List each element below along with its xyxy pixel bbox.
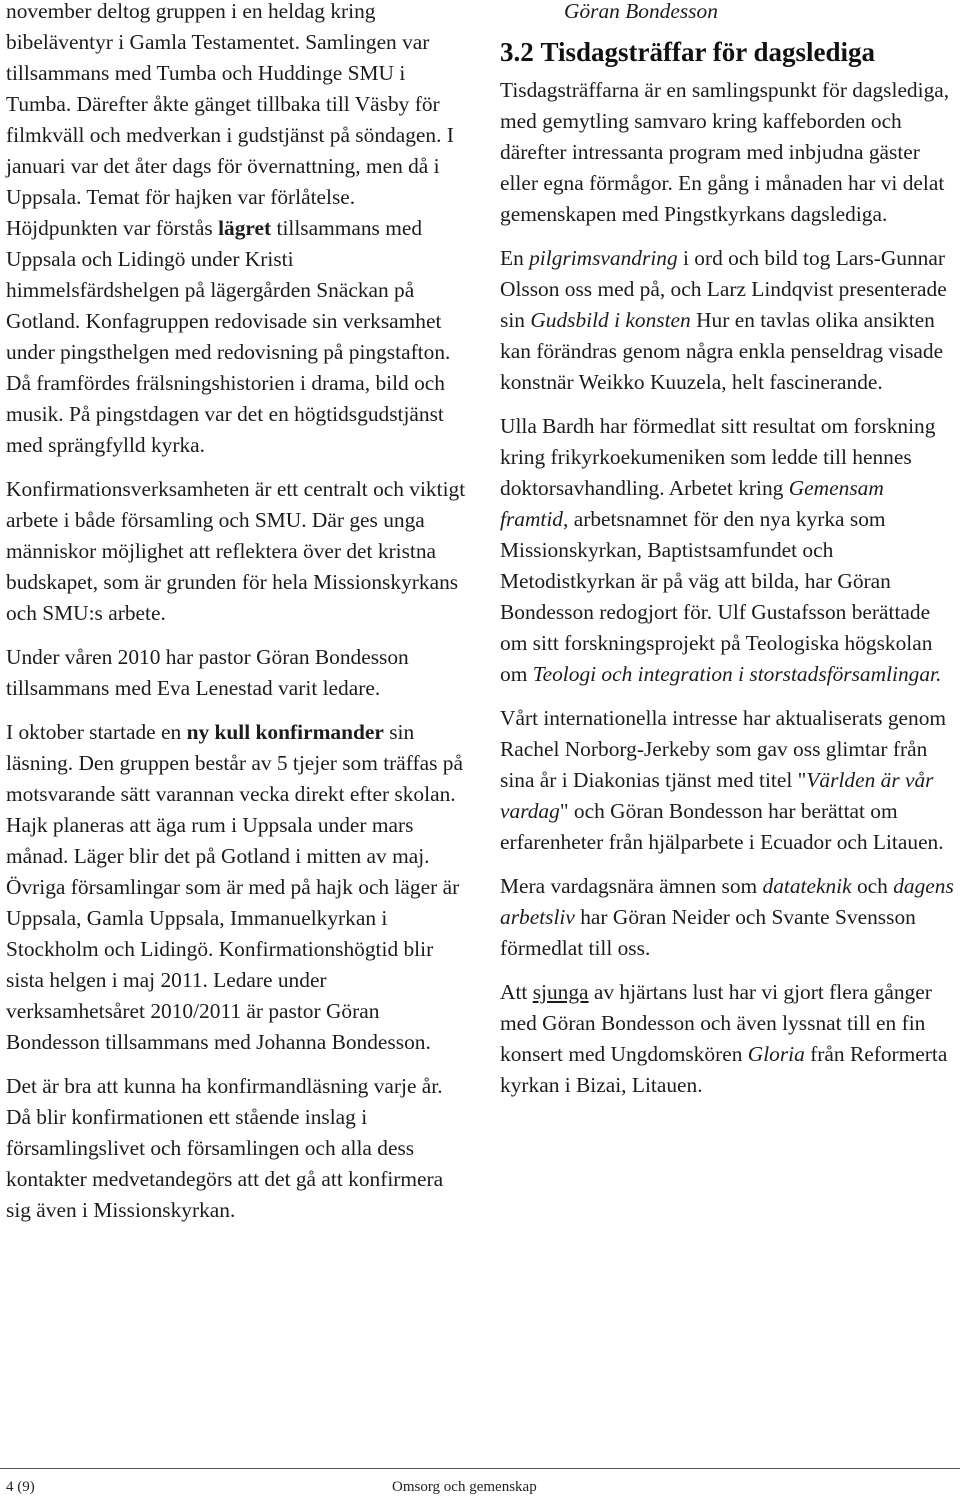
text: Mera vardagsnära ämnen som <box>500 874 763 898</box>
paragraph-ny-kull <box>6 717 466 1058</box>
italic-text: datateknik <box>762 874 852 898</box>
footer-section-name: Omsorg och gemenskap <box>392 1479 537 1495</box>
text: En <box>500 246 530 270</box>
section-heading <box>500 35 956 69</box>
italic-text: Teologi och integration i storstadsförsamlingar. <box>532 662 942 686</box>
paragraph-forskning <box>500 411 956 690</box>
paragraph-tisdagstraffar: Tisdagsträffarna är en samlingspunkt för dagslediga, med gemytling samvaro kring kaffeborden och därefter intressanta program med inbjudna gäster eller egna förmågor. En gång i månaden har vi delat gemenskapen med Pingstkyrkans dagslediga. <box>500 78 950 226</box>
text: har Göran Neider och Svante Svensson förmedlat till oss. <box>500 905 916 960</box>
signature: Göran Bondesson <box>564 0 718 23</box>
text: i ord och bild tog Lars-Gunnar Olsson oss med på, och Larz Lindqvist presenterade sin <box>500 246 947 332</box>
paragraph-pilgrimsvandring <box>500 243 956 398</box>
section-number: 3.2 <box>500 37 534 67</box>
text: sin läsning. Den gruppen består av 5 tjejer som träffas på motsvarande sätt varannan vecka direkt efter skolan. Hajk planeras att äga rum i Uppsala under mars månad. Läger blir det på Gotland i mitten av maj. Övriga församlingar som är med på hajk och läger är Uppsala, Gamla Uppsala, Immanuelkyrkan i Stockholm och Lidingö. Konfirmationshögtid blir sista helgen i maj 2011. Ledare under verksamhetsåret 2010/2011 är pastor Göran Bondesson tillsammans med Johanna Bondesson. <box>6 720 463 1054</box>
text: Vårt internationella intresse har aktualiserats genom Rachel Norborg-Jerkeby som gav oss glimtar från sina år i Diakonias tjänst med titel " <box>500 706 947 792</box>
right-column <box>500 0 956 1114</box>
bold-text: lägret <box>218 216 272 240</box>
paragraph-sjunga <box>500 977 956 1101</box>
paragraph-hajk-lager <box>6 0 466 461</box>
text: , arbetsnamnet för den nya kyrka som Missionskyrkan, Baptistsamfundet och Metodistkyrkan är på väg att bilda, har Göran Bondesson redogjort för. Ulf Gustafsson berättade om sitt forskningsprojekt på Teologiska högskolan om <box>500 507 933 686</box>
text: från Reformerta kyrkan i Bizai, Litauen. <box>500 1042 948 1097</box>
italic-text: pilgrimsvandring <box>529 246 678 270</box>
paragraph-konfirmandlasning: Det är bra att kunna ha konfirmandläsning varje år. Då blir konfirmationen ett stående inslag i församlingslivet och församlingen och alla dess kontakter medvetandegörs att det gå att konfirmera sig även i Missionskyrkan. <box>6 1074 444 1222</box>
text: tillsammans med Uppsala och Lidingö under Kristi himmelsfärdshelgen på lägergården Snäckan på Gotland. Konfagruppen redovisade sin verksamhet under pingsthelgen med redovisning på pingstafton. Då framfördes frälsningshistorien i drama, bild och musik. På pingstdagen var det en högtidsgudstjänst med sprängfylld kyrka. <box>6 216 451 457</box>
paragraph-internationellt <box>500 703 956 858</box>
italic-text: Gloria <box>747 1042 805 1066</box>
text: Ulla Bardh har förmedlat sitt resultat om forskning kring frikyrkoekumeniken som ledde till hennes doktorsavhandling. Arbetet kring <box>500 414 936 500</box>
footer-divider <box>0 1468 960 1469</box>
bold-text: ny kull konfirmander <box>186 720 384 744</box>
text: I oktober startade en <box>6 720 187 744</box>
text: och <box>851 874 894 898</box>
italic-text: Gemensam framtid <box>500 476 884 531</box>
text: Att <box>500 980 533 1004</box>
paragraph-vardagsnara <box>500 871 956 964</box>
text: " och Göran Bondesson har berättat om erfarenheter från hjälparbete i Ecuador och Litauen. <box>500 799 944 854</box>
page-number: 4 (9) <box>6 1479 35 1495</box>
underlined-text: sjunga <box>532 980 589 1004</box>
section-title: Tisdagsträffar för dagslediga <box>540 37 876 67</box>
text: november deltog gruppen i en heldag kring bibeläventyr i Gamla Testamentet. Samlingen var tillsammans med Tumba och Huddinge SMU i Tumba. Därefter åkte gänget tillbaka till Väsby för filmkväll och medverkan i gudstjänst på söndagen. I januari var det åter dags för övernattning, men då i Uppsala. Temat för hajken var förlåtelse. Höjdpunkten var förstås <box>6 0 454 240</box>
paragraph-ledare-varen: Under våren 2010 har pastor Göran Bondesson tillsammans med Eva Lenestad varit ledare. <box>6 645 409 700</box>
italic-text: dagens arbetsliv <box>500 874 954 929</box>
text: Hur en tavlas olika ansikten kan förändras genom några enkla penseldrag visade konstnär Weikko Kuuzela, helt fascinerande. <box>500 308 944 394</box>
text: av hjärtans lust har vi gjort flera gånger med Göran Bondesson och även lyssnat till en fin konsert med Ungdomskören <box>500 980 932 1066</box>
italic-text: Världen är vår vardag <box>500 768 934 823</box>
paragraph-konfirmation: Konfirmationsverksamheten är ett centralt och viktigt arbete i både församling och SMU. Där ges unga människor möjlighet att reflektera över det kristna budskapet, som är grunden för hela Missionskyrkans och SMU:s arbete. <box>6 477 466 625</box>
left-column <box>6 0 466 1239</box>
italic-text: Gudsbild i konsten <box>530 308 691 332</box>
